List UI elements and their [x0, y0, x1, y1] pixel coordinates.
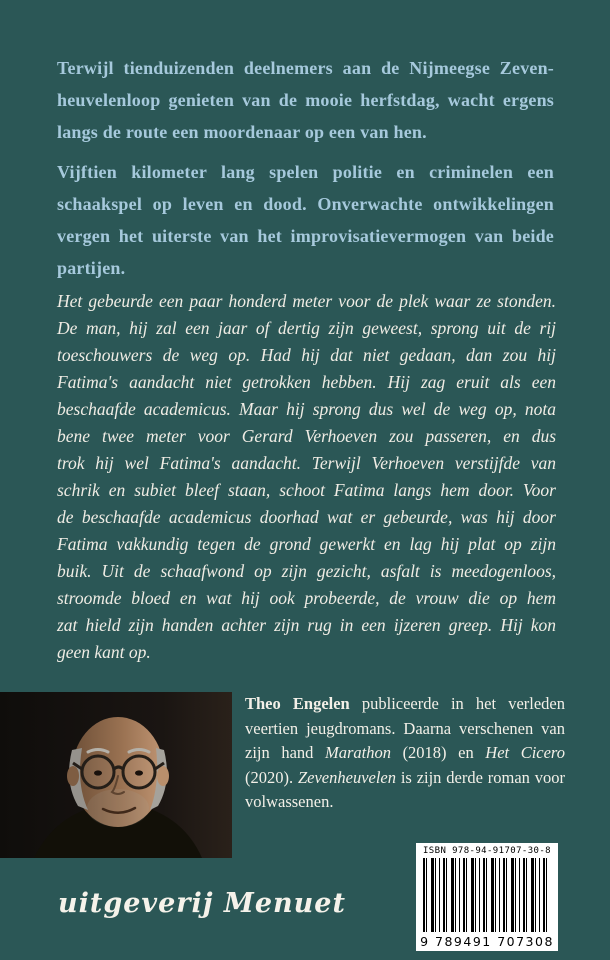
barcode-bars: [423, 858, 551, 932]
author-bio: Theo Engelen publiceerde in het verleden veertien jeugdromans. Daarna verschenen van zijn hand Marathon (2018) en Het Cicero (2020). Zevenheuvelen is zijn derde roman voor volwassenen.: [245, 694, 565, 811]
author-portrait-illustration: [0, 692, 232, 858]
isbn-text: ISBN 978-94-91707-30-8: [422, 846, 551, 856]
blurb-paragraph-1: Terwijl tienduizenden deelnemers aan de Nijmeegse Zeven- heuvelenloop genieten van de mooie herfstdag, wacht ergens langs de route een moordenaar op een van hen.: [57, 58, 554, 142]
barcode-number: 9 789491 707308: [420, 934, 554, 949]
publisher-logo-text: uitgeverij Menuet: [58, 888, 346, 919]
excerpt-paragraph: Het gebeurde een paar honderd meter voor de plek waar ze stonden. De man, hij zal een jaar of dertig zijn geweest, sprong uit de rij toeschouwers de weg op. Had hij dat niet gedaan, dan zou hij Fatima's aandacht niet getrokken hebben. Hij zag eruit als een beschaafde academicus. Maar hij sprong dus wel de weg op, nota bene twee meter voor Gerard Verhoeven zou passeren, en dus trok hij wel Fatima's aandacht. Terwijl Verhoeven verstijfde van schrik en subiet bleef staan, schoot Fatima langs hem door. Voor de beschaafde academicus doorhad wat er gebeurde, was hij door Fatima vakkundig tegen de grond gewerkt en lag hij plat op zijn buik. Uit de schaafwond op zijn gezicht, asfalt is meedogenloos, stroomde bloed en wat hij ook probeerde, de vrouw die op hem zat hield zijn handen achter zijn rug in een ijzeren greep. Hij kon geen kant op.: [57, 291, 556, 662]
author-section: [0, 692, 610, 858]
isbn-barcode: [416, 843, 558, 951]
blurb-paragraph-2: Vijftien kilometer lang spelen politie en criminelen een schaakspel op leven en dood. Onverwachte ontwikkelingen vergen het uiterste van het improvisatievermogen van beide partijen.: [57, 162, 554, 278]
author-photo: [0, 692, 232, 858]
